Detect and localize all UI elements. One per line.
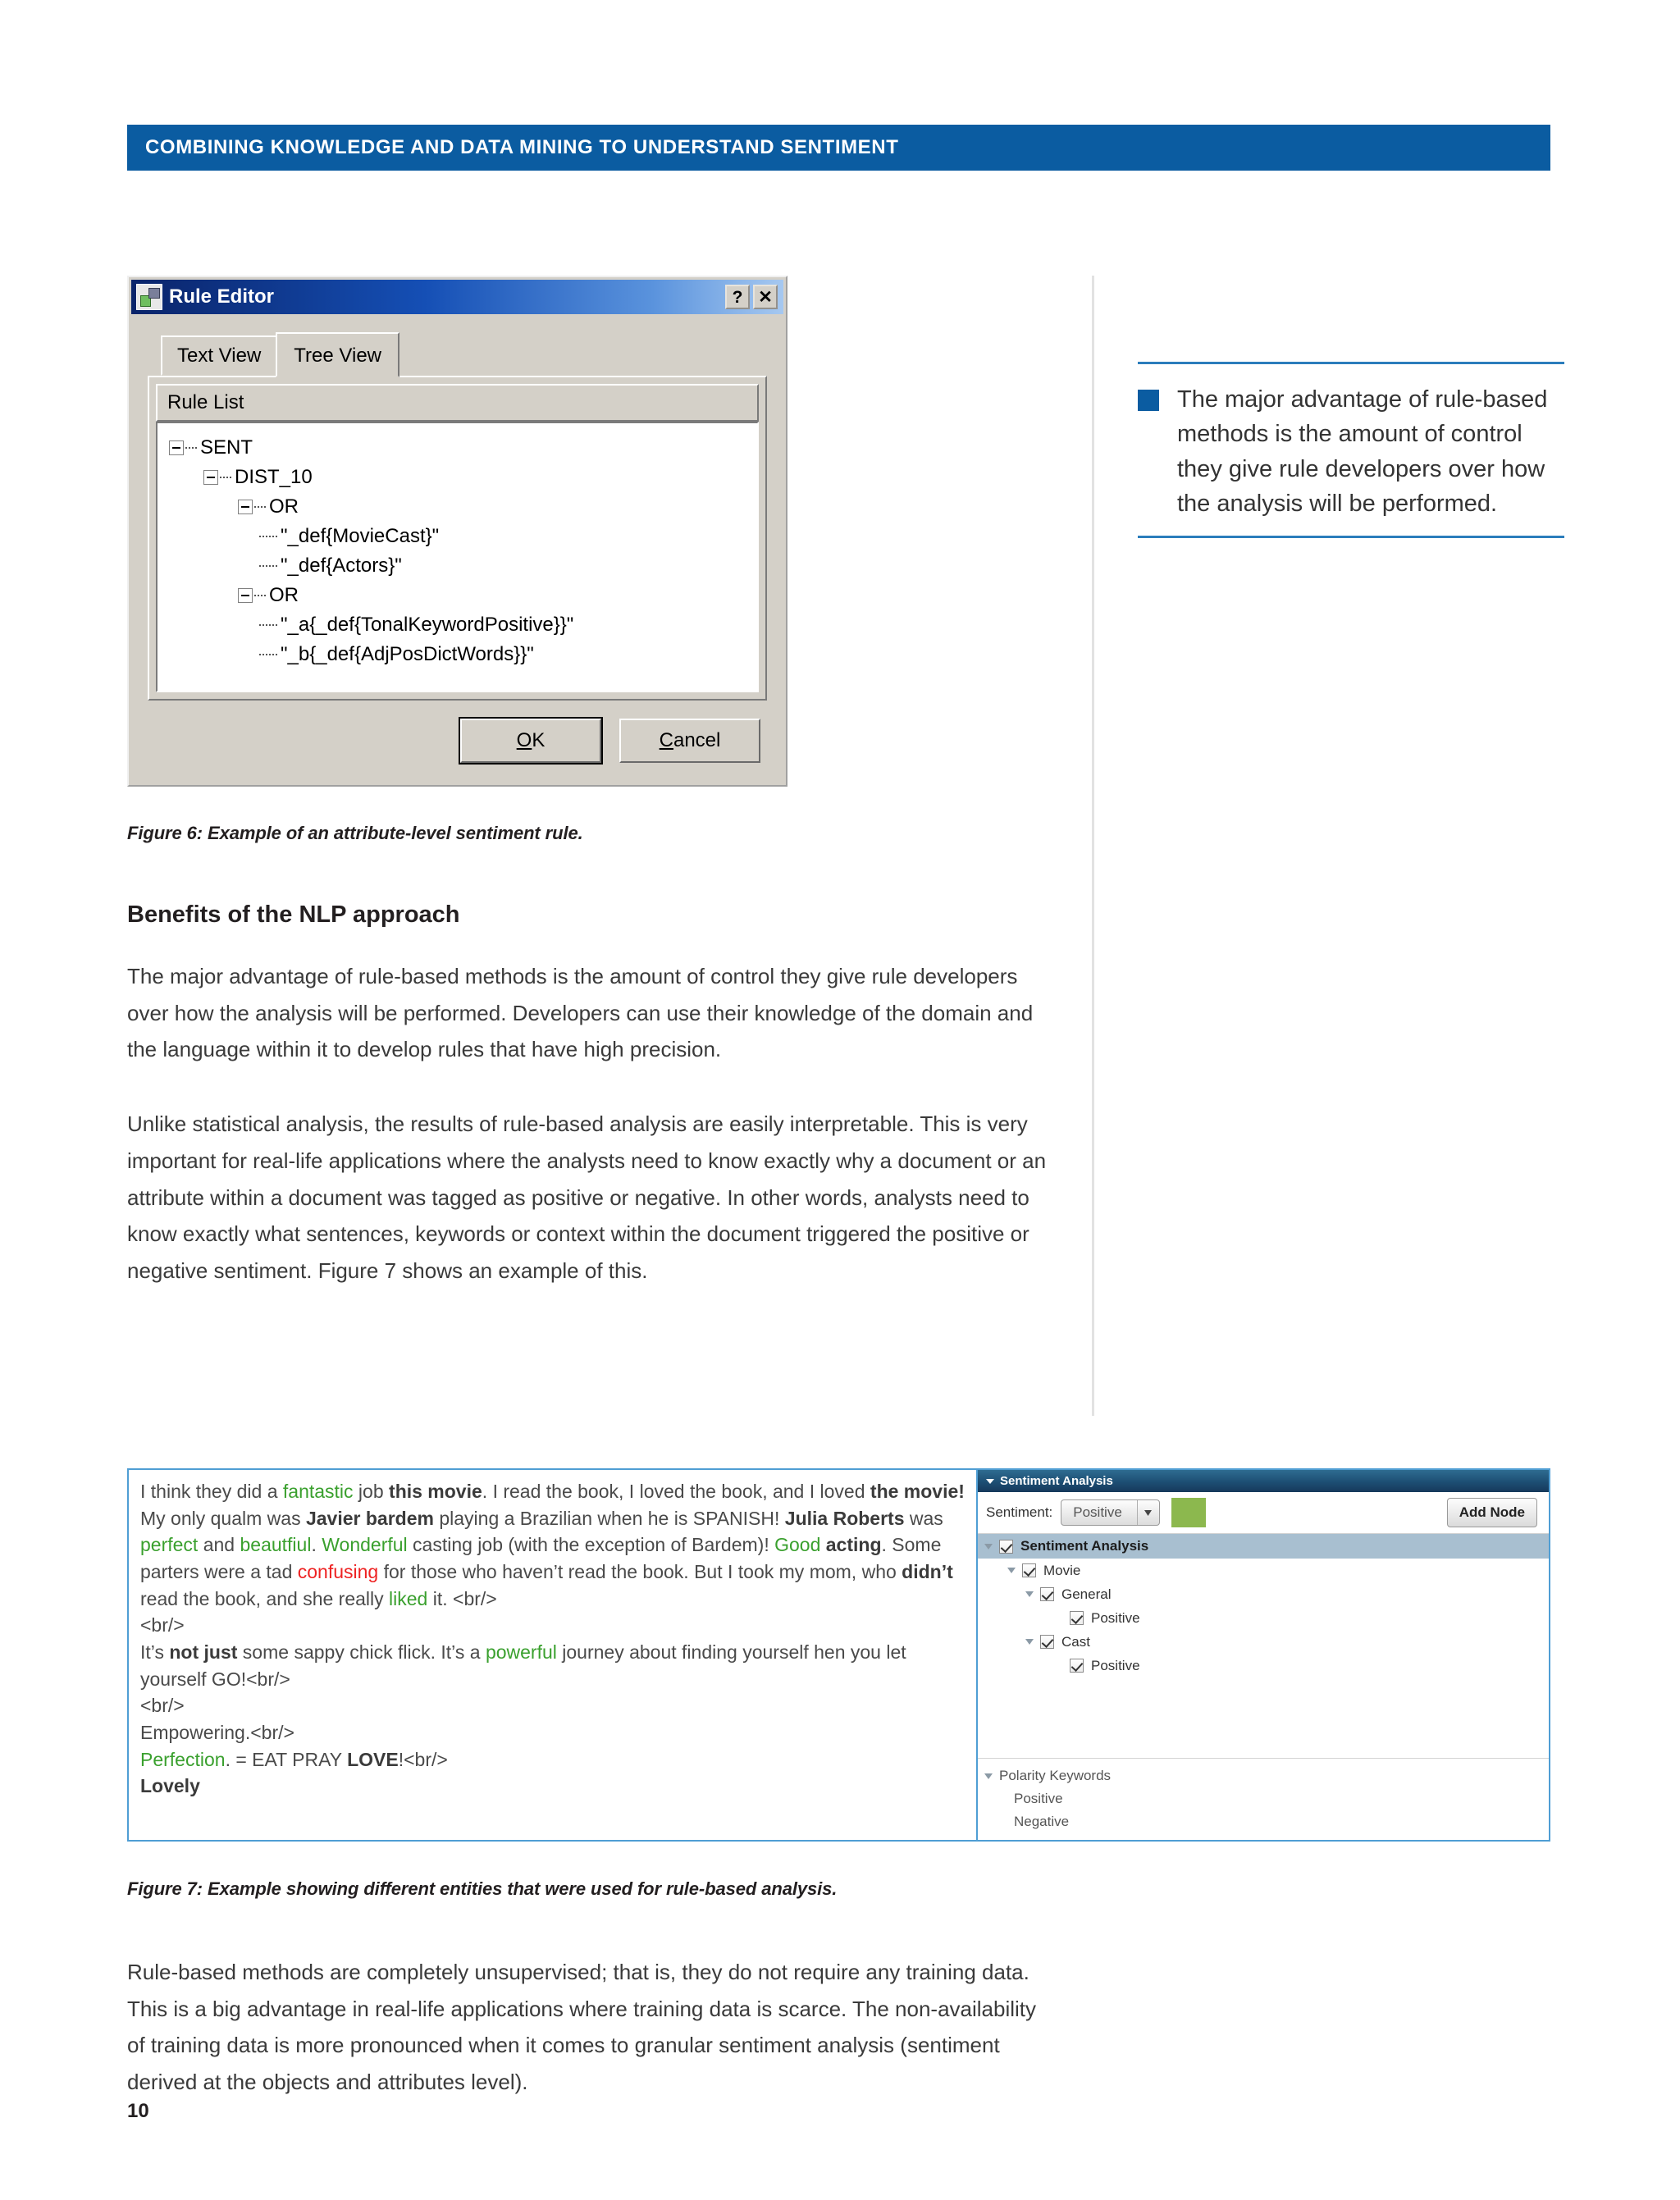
tree-row-label: "_def{MovieCast}" <box>281 525 440 547</box>
review-text-run: . <box>311 1534 322 1556</box>
main-content-column <box>127 276 1054 1289</box>
tree-connector <box>254 506 266 508</box>
tree-connector <box>220 477 231 478</box>
tree-row-label: "_b{_def{AdjPosDictWords}}" <box>281 643 534 665</box>
review-text-run: read the book, and she really <box>140 1587 390 1609</box>
tree-row-label: General <box>1061 1586 1112 1602</box>
tree-row-label: "_a{_def{TonalKeywordPositive}}" <box>281 614 574 636</box>
ok-button-mnemonic: O <box>516 729 532 751</box>
negative-keyword: confusing <box>297 1560 379 1582</box>
review-text-run: I think they did a <box>140 1481 283 1502</box>
review-text-run: !<br/> <box>398 1748 448 1770</box>
tree-row-label: "_def{Actors}" <box>281 555 402 577</box>
tree-indent-spacer <box>1055 1615 1063 1621</box>
tree-row-general-positive[interactable] <box>978 1606 1549 1630</box>
tree-row[interactable] <box>169 640 749 669</box>
tree-leaf-connector <box>259 565 277 567</box>
positive-keyword: liked <box>389 1587 428 1609</box>
tree-collapse-icon[interactable] <box>169 440 184 455</box>
review-text-run: some sappy chick flick. It’s a <box>237 1641 486 1663</box>
chevron-down-icon[interactable] <box>1025 1591 1034 1597</box>
sentiment-select-value: Positive <box>1073 1504 1122 1520</box>
tree-row[interactable] <box>169 492 749 522</box>
review-text <box>140 1478 965 1800</box>
review-text-run: and <box>198 1534 240 1556</box>
positive-keyword: perfect <box>140 1534 199 1556</box>
positive-keyword: beautfiul <box>240 1534 312 1556</box>
entity-mention: acting <box>825 1534 882 1556</box>
chevron-down-icon[interactable] <box>1025 1639 1034 1645</box>
pullquote-bottom-rule <box>1138 536 1564 538</box>
paragraph-benefits-2: Unlike statistical analysis, the results of rule-based analysis are easily interpretable. This is very important for real-life applications where the analysts need to know exactly why a document or an attribute within a document was tagged as positive or negative. In other words, analysts need to know exactly what sentences, keywords or context within the document triggered the positive or negative sentiment. Figure 7 shows an example of this. <box>127 1111 1047 1284</box>
review-text-run: it. <br/> <box>427 1587 497 1609</box>
review-text-run: casting job (with the exception of Bardem)! <box>407 1534 775 1556</box>
tree-connector <box>254 595 266 596</box>
figure7-footer-block <box>127 1878 1054 2101</box>
tree-connector <box>185 447 197 449</box>
cancel-button-mnemonic: C <box>659 729 673 751</box>
tree-row-movie[interactable] <box>978 1559 1549 1582</box>
review-text-run: was <box>904 1507 943 1529</box>
tree-row-sentiment-analysis[interactable] <box>978 1534 1549 1559</box>
section-heading: Benefits of the NLP approach <box>127 901 460 928</box>
review-text-run: It’s <box>140 1641 170 1663</box>
checkbox[interactable] <box>1070 1611 1084 1625</box>
pullquote-callout <box>1138 362 1564 538</box>
review-text-run: for those who haven’t read the book. But I took my mom, who <box>378 1560 902 1582</box>
help-icon[interactable]: ? <box>725 285 750 309</box>
tree-row-label: OR <box>269 495 299 518</box>
rule-editor-client-area <box>131 314 783 783</box>
sentiment-label: Sentiment: <box>986 1504 1053 1520</box>
ok-button[interactable] <box>460 719 601 763</box>
checkbox[interactable] <box>1022 1563 1036 1577</box>
square-bullet-icon <box>1138 390 1159 411</box>
positive-keyword: fantastic <box>282 1481 354 1502</box>
entity-mention: not just <box>169 1641 238 1663</box>
rule-tree[interactable] <box>156 422 759 692</box>
pullquote-text: The major advantage of rule-based methods is the amount of control they give rule developers over how the analysis will be performed. <box>1177 386 1548 517</box>
checkbox[interactable] <box>1070 1659 1084 1673</box>
application-icon <box>136 284 162 310</box>
tree-row-label: Movie <box>1043 1562 1081 1578</box>
page-number: 10 <box>127 2100 149 2122</box>
positive-keyword: powerful <box>485 1641 557 1663</box>
tree-row-general[interactable] <box>978 1582 1549 1606</box>
chevron-down-icon <box>986 1479 994 1484</box>
page-header-title: COMBINING KNOWLEDGE AND DATA MINING TO UNDERSTAND SENTIMENT <box>145 136 899 158</box>
polarity-keyword-positive[interactable]: Positive <box>1014 1791 1063 1806</box>
polarity-keywords-header[interactable] <box>978 1764 1549 1787</box>
pullquote-body <box>1138 364 1564 536</box>
review-text-run: . Some parters were a tad <box>140 1534 942 1582</box>
polarity-keywords-label: Polarity Keywords <box>999 1768 1112 1783</box>
rule-editor-window-controls <box>725 285 780 309</box>
tree-row[interactable] <box>169 433 749 463</box>
sentiment-color-swatch <box>1171 1498 1206 1527</box>
review-text-run: My only qualm was <box>140 1507 306 1529</box>
sentiment-toolbar <box>978 1492 1549 1534</box>
positive-keyword: Wonderful <box>322 1534 408 1556</box>
figure6-caption: Figure 6: Example of an attribute-level sentiment rule. <box>127 823 583 843</box>
tab-tree-view[interactable]: Tree View <box>276 332 399 377</box>
chevron-down-icon[interactable] <box>984 1544 993 1550</box>
sentiment-analysis-titlebar[interactable] <box>978 1470 1549 1492</box>
tree-row[interactable] <box>169 463 749 492</box>
tree-row-label: Sentiment Analysis <box>1020 1538 1149 1554</box>
review-text-run: playing a Brazilian when he is SPANISH! <box>433 1507 785 1529</box>
tree-row[interactable] <box>169 581 749 610</box>
sentiment-analysis-panel <box>978 1470 1549 1840</box>
review-text-panel[interactable] <box>129 1470 978 1840</box>
rule-list-header: Rule List <box>156 384 759 422</box>
tree-row[interactable] <box>169 610 749 640</box>
checkbox[interactable] <box>1040 1587 1054 1601</box>
sentiment-analysis-title: Sentiment Analysis <box>1000 1474 1113 1488</box>
cancel-button-rest: ancel <box>673 729 721 751</box>
sentiment-node-tree[interactable] <box>978 1534 1549 1759</box>
tree-collapse-icon[interactable] <box>238 500 253 514</box>
positive-keyword: Perfection <box>140 1748 226 1770</box>
tree-row[interactable] <box>169 522 749 551</box>
tree-leaf-connector <box>259 536 277 537</box>
tree-row-label: Positive <box>1091 1609 1140 1626</box>
rule-editor-dialog <box>127 276 788 787</box>
entity-mention: LOVE <box>347 1748 399 1770</box>
entity-mention: Javier bardem <box>305 1507 434 1529</box>
chevron-down-icon[interactable] <box>1007 1568 1016 1573</box>
review-text-run: <br/> <box>140 1614 185 1636</box>
tab-text-view[interactable]: Text View <box>161 335 277 376</box>
entity-mention: the movie! <box>870 1481 965 1502</box>
tree-row[interactable] <box>169 551 749 581</box>
entity-mention: Julia Roberts <box>784 1507 905 1529</box>
tree-row-label: Cast <box>1061 1633 1090 1650</box>
review-text-run: job <box>353 1481 390 1502</box>
review-text-run: journey about finding yourself hen you let yourself GO!<br/> <box>140 1641 906 1690</box>
tree-row-cast-positive[interactable] <box>978 1654 1549 1677</box>
positive-keyword: Good <box>774 1534 821 1556</box>
polarity-keywords-section <box>978 1759 1549 1840</box>
tree-leaf-connector <box>259 624 277 626</box>
cancel-button[interactable] <box>619 719 760 763</box>
tree-row-label: DIST_10 <box>235 466 313 488</box>
review-text-run: Empowering.<br/> <box>140 1721 294 1743</box>
tree-row-label: OR <box>269 584 299 606</box>
rule-editor-tabs <box>148 332 767 376</box>
tree-row-cast[interactable] <box>978 1630 1549 1654</box>
entity-mention: didn’t <box>902 1560 953 1582</box>
close-icon[interactable]: ✕ <box>753 285 778 309</box>
tree-leaf-connector <box>259 654 277 655</box>
ok-button-rest: K <box>532 729 546 751</box>
review-text-run: <br/> <box>140 1695 185 1717</box>
sentiment-select[interactable] <box>1061 1499 1160 1526</box>
checkbox[interactable] <box>1040 1635 1054 1649</box>
paragraph-benefits-3: Rule-based methods are completely unsupervised; that is, they do not require any training data. This is a big advantage in real-life applications where training data is scarce. The non-availability of training data is more pronounced when it comes to granular sentiment analysis (sentiment derived at the objects and attributes level). <box>127 1960 1037 2095</box>
rule-editor-title: Rule Editor <box>169 285 275 308</box>
polarity-keyword-negative[interactable]: Negative <box>1014 1814 1070 1829</box>
figure7-caption: Figure 7: Example showing different entities that were used for rule-based analysis. <box>127 1878 838 1899</box>
chevron-down-icon[interactable] <box>984 1773 993 1779</box>
figure7-screenshot <box>127 1468 1550 1842</box>
column-divider <box>1092 276 1094 1416</box>
chevron-down-icon[interactable] <box>1137 1500 1159 1525</box>
entity-mention: Lovely <box>140 1775 200 1797</box>
rule-editor-button-bar <box>148 701 767 768</box>
page-header-banner <box>127 125 1550 171</box>
review-text-run: . = EAT PRAY <box>225 1748 348 1770</box>
tree-row-label: SENT <box>200 436 253 459</box>
tree-row-label: Positive <box>1091 1657 1140 1673</box>
tree-collapse-icon[interactable] <box>203 470 218 485</box>
review-text-run: . I read the book, I loved the book, and I loved <box>482 1481 870 1502</box>
paragraph-benefits-1: The major advantage of rule-based methods is the amount of control they give rule developers over how the analysis will be performed. Developers can use their knowledge of the domain and the language within it to develop rules that have high precision. <box>127 964 1034 1062</box>
tree-indent-spacer <box>1055 1663 1063 1668</box>
rule-editor-tab-panel <box>148 376 767 701</box>
entity-mention: this movie <box>389 1481 482 1502</box>
rule-editor-titlebar <box>131 280 783 314</box>
add-node-button[interactable]: Add Node <box>1447 1498 1537 1527</box>
checkbox[interactable] <box>999 1540 1013 1554</box>
tree-collapse-icon[interactable] <box>238 588 253 603</box>
